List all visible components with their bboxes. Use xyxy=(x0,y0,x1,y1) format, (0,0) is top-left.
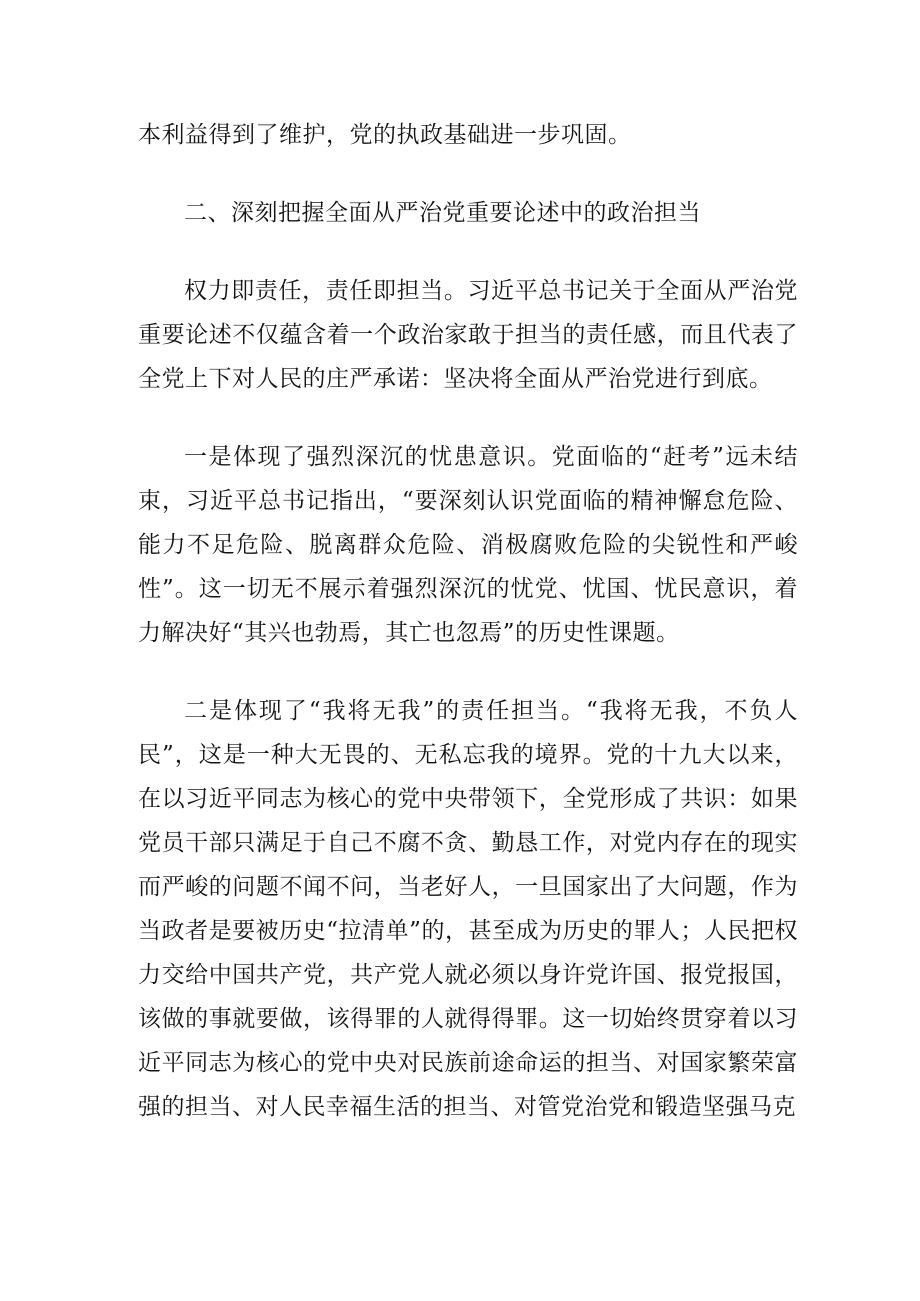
paragraph-continuation: 本利益得到了维护，党的执政基础进一步巩固。 xyxy=(138,122,632,148)
paragraph-point-one: 一是体现了强烈深沉的忧患意识。党面临的“赶考”远未结束，习近平总书记指出，“要深刻认识党面临的精神懈怠危险、能力不足危险、脱离群众危险、消极腐败危险的尖锐性和严峻性”。这一切无不展示着强烈深沉的忧党、忧国、忧民意识，着力解决好“其兴也勃焉，其亡也忽焉”的历史性课题。 xyxy=(138,444,798,646)
section-heading: 二、深刻把握全面从严治党重要论述中的政治担当 xyxy=(184,200,701,226)
document-body xyxy=(138,113,798,1129)
paragraph-intro: 权力即责任，责任即担当。习近平总书记关于全面从严治党重要论述不仅蕴含着一个政治家敢于担当的责任感，而且代表了全党上下对人民的庄严承诺：坚决将全面从严治党进行到底。 xyxy=(138,278,798,392)
paragraph-point-two: 二是体现了“我将无我”的责任担当。“我将无我，不负人民”，这是一种大无畏的、无私忘我的境界。党的十九大以来，在以习近平同志为核心的党中央带领下，全党形成了共识：如果党员干部只满足于自己不腐不贪、勤恳工作，对党内存在的现实而严峻的问题不闻不问，当老好人，一旦国家出了大问题，作为当政者是要被历史“拉清单”的，甚至成为历史的罪人；人民把权力交给中国共产党，共产党人就必须以身许党许国、报党报国，该做的事就要做，该得罪的人就得得罪。这一切始终贯穿着以习近平同志为核心的党中央对民族前途命运的担当、对国家繁荣富强的担当、对人民幸福生活的担当、对管党治党和锻造坚强马克 xyxy=(138,698,798,1120)
